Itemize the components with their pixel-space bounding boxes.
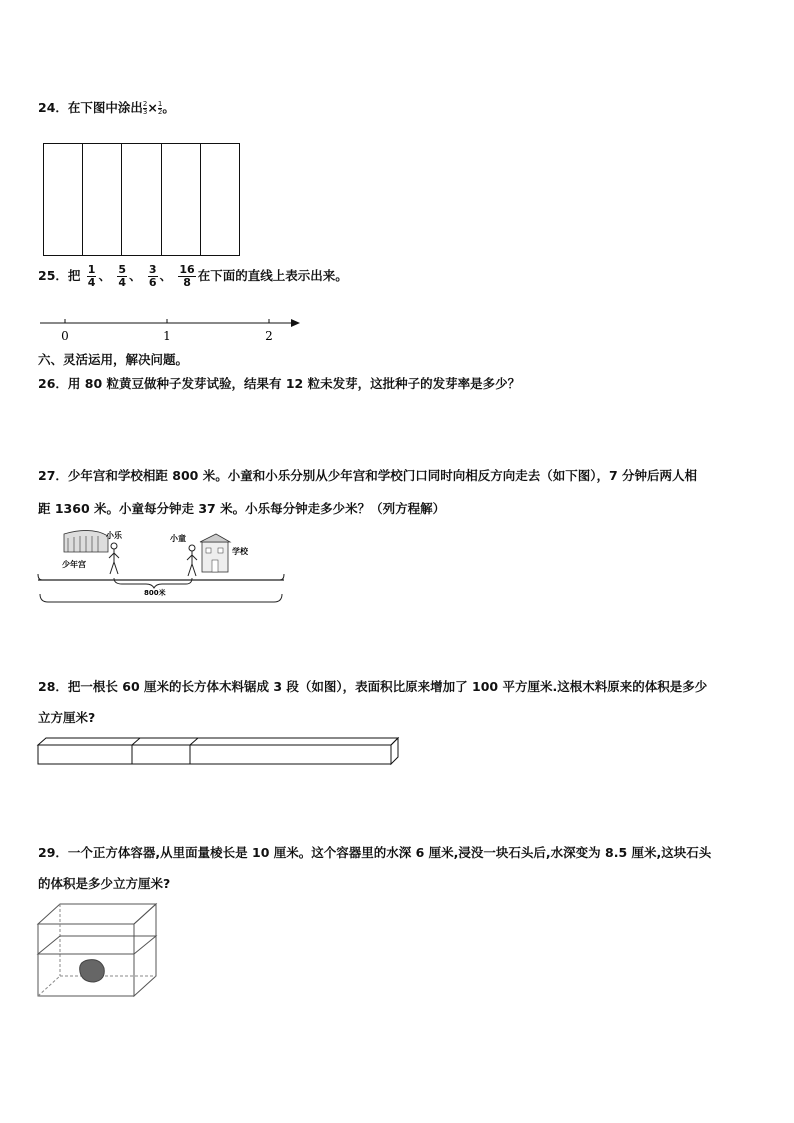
fraction: $\frac{1}{4}$ — [87, 263, 96, 289]
xiaole-figure-icon — [109, 543, 119, 574]
fraction: $\frac{3}{6}$ — [148, 263, 157, 289]
question-26: 26．用 80 粒黄豆做种子发芽试验，结果有 12 粒未发芽，这批种子的发芽率是多少？ — [38, 376, 521, 391]
distance-diagram — [36, 524, 286, 606]
section-heading: 六、灵活运用，解决问题。 — [38, 352, 189, 367]
label-xiaole: 小乐 — [106, 531, 122, 540]
xiaotong-figure-icon — [187, 545, 197, 576]
tick-label: 1 — [163, 329, 171, 343]
tick-label: 0 — [61, 329, 69, 343]
question-24: 24．在下图中涂出 $\frac{2}{3}$ × $\frac{1}{2}$ 。 — [38, 100, 175, 116]
shading-grid — [43, 143, 241, 257]
fraction: $\frac{1}{2}$ — [157, 100, 163, 116]
number-line — [38, 312, 302, 344]
question-text: 在下图中涂出 — [67, 100, 143, 115]
fraction: $\frac{5}{4}$ — [118, 263, 126, 289]
question-27-line1: 27．少年宫和学校相距 800 米。小童和小乐分别从少年宫和学校门口同时向相反方向走去（如下图），7 分钟后两人相 — [38, 468, 697, 483]
fraction: $\frac{16}{8}$ — [179, 263, 195, 289]
question-25: 25．把 $\frac{1}{4}$ 、 $\frac{5}{4}$ 、 $\frac{3}{6}$ 、 $\frac{16}{8}$ 在下面的直线上表示出来。 — [38, 263, 348, 289]
fraction: $\frac{2}{3}$ — [142, 100, 148, 116]
question-27-line2: 距 1360 米。小童每分钟走 37 米。小乐每分钟走多少米？（列方程解） — [38, 501, 446, 516]
label-school: 学校 — [232, 547, 248, 556]
question-29-line2: 的体积是多少立方厘米? — [38, 876, 171, 891]
stone-icon — [80, 960, 105, 982]
tick-label: 2 — [265, 329, 273, 343]
label-xiaotong: 小童 — [170, 534, 186, 543]
wood-block-diagram — [36, 737, 402, 767]
cube-container-diagram — [36, 902, 160, 998]
school-icon — [200, 534, 230, 572]
label-distance: 800米 — [144, 589, 166, 597]
question-29-line1: 29．一个正方体容器,从里面量棱长是 10 厘米。这个容器里的水深 6 厘米,浸没一块石头后,水深变为 8.5 厘米,这块石头 — [38, 845, 712, 860]
question-number: 24． — [38, 100, 68, 115]
label-youth-palace: 少年宫 — [62, 560, 86, 569]
question-28-line1: 28．把一根长 60 厘米的长方体木料锯成 3 段（如图），表面积比原来增加了 100 平方厘米.这根木料原来的体积是多少 — [38, 679, 708, 694]
question-28-line2: 立方厘米? — [38, 710, 96, 725]
youth-palace-icon — [64, 530, 108, 552]
